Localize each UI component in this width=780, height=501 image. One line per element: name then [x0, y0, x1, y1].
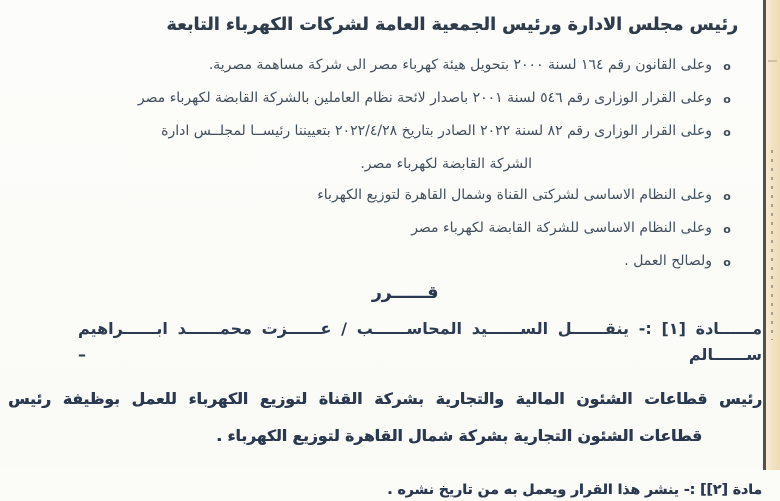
- article-1-line1: مــــــادة [١] :- ينقــــــل الســــــيد المحاســــــب / عــــــزت محمــــــد ابــــــراهيم ســــــالم –: [78, 319, 762, 364]
- list-item: [8, 250, 762, 274]
- bullet-icon: o: [723, 256, 731, 269]
- article-2-line: مادة [٢]] :- ينشر هذا القرار ويعمل به من تاريخ نشره .: [387, 482, 762, 498]
- list-item-text: وعلى القرار الوزارى رقم ٥٤٦ لسنة ٢٠٠١ باصدار لائحة نظام العاملين بالشركة القابضة لكهرباء مصر: [137, 90, 712, 106]
- article-1-line2: رئيس قطاعات الشئون المالية والتجارية بشركة القناة لتوزيع الكهرباء للعمل بوظيفة رئيس: [8, 390, 762, 408]
- document-content: [8, 0, 762, 501]
- list-item-text: وعلى القرار الوزارى رقم ٨٢ لسنة ٢٠٢٢ الصادر بتاريخ ٢٠٢٢/٤/٢٨ بتعييننا رئيســا لمجلــس ادارة: [161, 123, 712, 139]
- scan-artifact: [768, 60, 777, 62]
- list-item: [8, 87, 762, 111]
- page-title: رئيس مجلس الادارة ورئيس الجمعية العامة لشركات الكهرباء التابعة: [166, 15, 738, 35]
- scan-artifact: [771, 150, 773, 340]
- list-item-continuation: [8, 153, 762, 175]
- list-item-text: وعلى النظام الاساسى للشركة القابضة لكهرباء مصر: [411, 220, 712, 236]
- bullet-icon: o: [723, 60, 731, 73]
- bullet-icon: o: [723, 190, 731, 203]
- list-item: [8, 217, 762, 241]
- list-item-text: وعلى القانون رقم ١٦٤ لسنة ٢٠٠٠ بتحويل هيئة كهرباء مصر الى شركة مساهمة مصرية.: [208, 57, 712, 73]
- page-edge-strip: [763, 0, 780, 470]
- list-item: [8, 184, 762, 208]
- bullet-icon: o: [723, 93, 731, 106]
- bullet-spacer: [712, 153, 742, 175]
- bullet-icon: o: [723, 126, 731, 139]
- list-item: [8, 120, 762, 144]
- list-item-text: ولصالح العمل .: [624, 253, 712, 269]
- list-item: [8, 54, 762, 78]
- decision-heading: قــــــرر: [371, 283, 439, 303]
- bullet-icon: o: [723, 223, 731, 236]
- preamble-list: [8, 54, 762, 274]
- list-item-text: وعلى النظام الاساسى لشركتى القناة وشمال القاهرة لتوزيع الكهرباء: [317, 187, 712, 203]
- list-item-text: الشركة القابضة لكهرباء مصر.: [360, 156, 532, 172]
- article-1-line3: قطاعات الشئون التجارية بشركة شمال القاهرة لتوزيع الكهرباء .: [216, 427, 702, 445]
